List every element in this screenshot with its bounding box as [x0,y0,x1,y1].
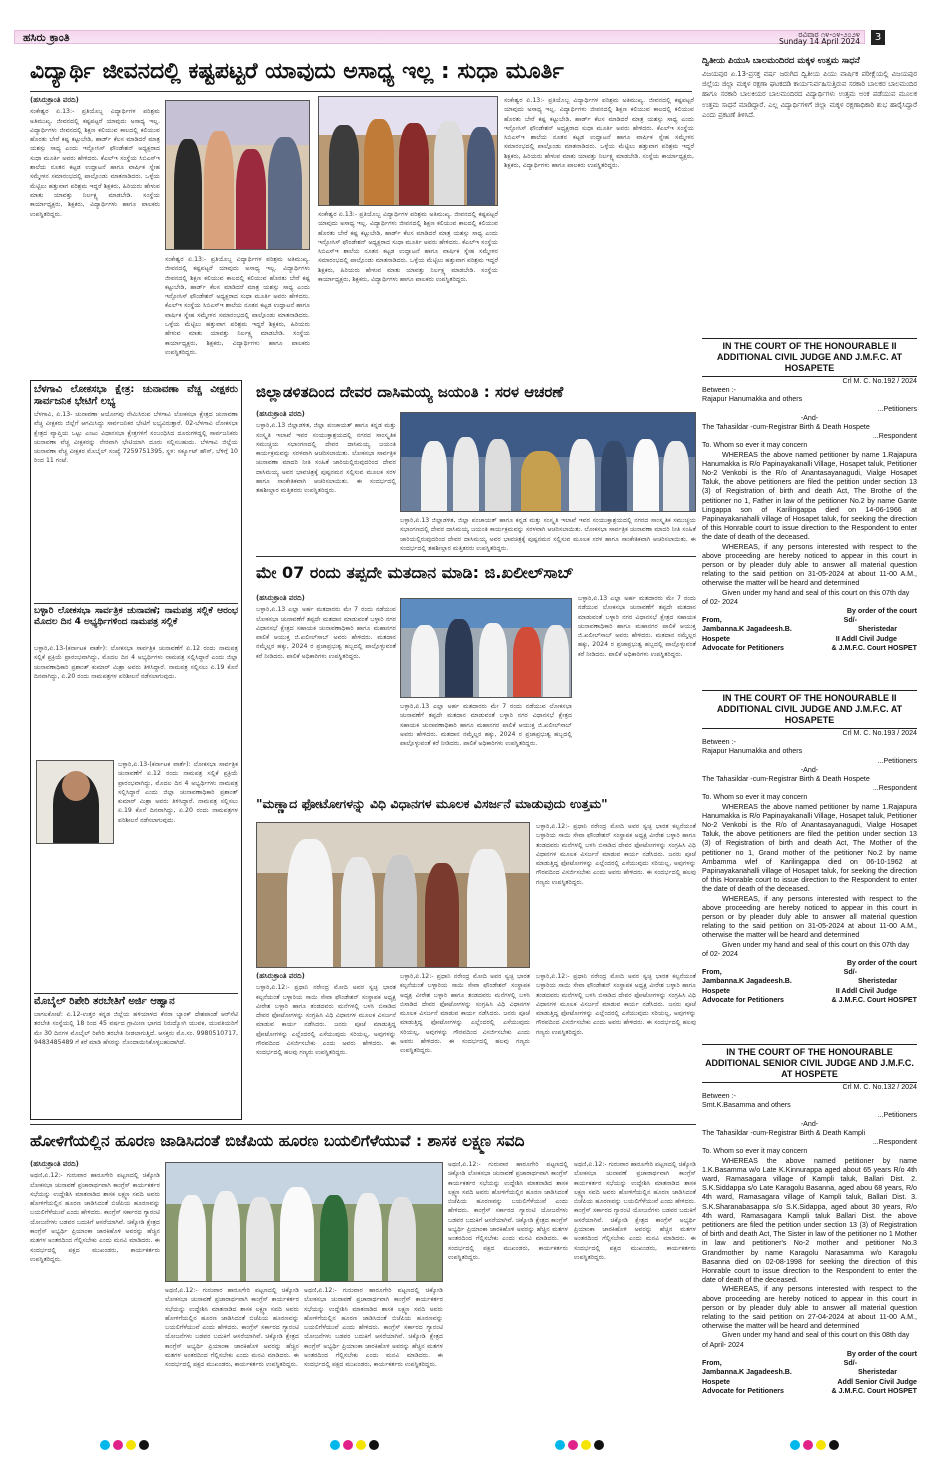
notice-resp-label: ...Respondent [872,432,917,441]
notice-court: IN THE COURT OF THE HONOURABLE ADDITIONAL SENIOR CIVIL JUDGE AND J.M.F.C. AT HOSPETE [702,1044,917,1083]
top-story-text-cont: ಸಂಕೇಶ್ವರ ಏ.13:- ಪ್ರತಿಯೊಬ್ಬ ವಿದ್ಯಾರ್ಥಿಗಳ ಪರಿಶ್ರಮ ಅತಿಮುಖ್ಯ. ಜೀವನದಲ್ಲಿ ಕಷ್ಟಪಟ್ಟರೆ ಯಾವುದು ಅಸಾಧ್ಯ ಇಲ್ಲ. ವಿದ್ಯಾರ್ಥಿಗಳು ಜೀವನದಲ್ಲಿ ಶಿಕ್ಷಣ ಕಲಿಯುವ ಕಾಲದಲ್ಲಿ ಕಲಿಯುವ ಹೊರತು ಬೇರೆ ಕಷ್ಟ ಕಟ್ಟುಬೇಡಿ, ಹಾರ್ಡ್ ಕೆಲಸ ಮಾಡಿದರೆ ಮಾತ್ರ ಯಶಸ್ಸು ಸಾಧ್ಯ ಎಂದು ಇನ್ಫೋಸಿಸ್ ಫೌಂಡೇಶನ್ ಅಧ್ಯಕ್ಷರಾದ ಸುಧಾ ಮೂರ್ತಿ ಅವರು ಹೇಳಿದರು. ಕೆಎಲ್‌ಇ ಸಂಸ್ಥೆಯ ಸಿಬಿಎಸ್‌ಇ ಶಾಲೆಯ ನೂತನ ಕಟ್ಟಡ ಉದ್ಘಾಟನೆ ಹಾಗೂ ವಾರ್ಷಿಕ ಸ್ನೇಹ ಸಮ್ಮೇಳನ ಸಮಾರಂಭದಲ್ಲಿ ಪಾಲ್ಗೊಂಡು ಮಾತನಾಡಿದರು. ಒಳ್ಳೆಯ ಮೆಟ್ಟಿಲು ಹತ್ತುವಾಗ ಪರಿಶ್ರಮ ಇದ್ದರೆ ಶಿಕ್ಷಕರು, ಹಿರಿಯರು ಹೇಳುವ ಮಾತು ಯಾವತ್ತು ನಿರ್ಲಕ್ಷ್ಯ ಮಾಡಬೇಡಿ. ಸಂಸ್ಥೆಯ ಕಾರ್ಯಾಧ್ಯಕ್ಷರು, ಶಿಕ್ಷಕರು, ವಿದ್ಯಾರ್ಥಿಗಳು ಹಾಗೂ ಪಾಲಕರು ಉಪಸ್ಥಿತರಿದ್ದರು. [165,256,310,356]
court-notice-3 [702,1044,917,1436]
notice-to: To. Whom so ever it may concern [702,1147,808,1156]
top-story-headline: ವಿದ್ಯಾರ್ಥಿ ಜೀವನದಲ್ಲಿ ಕಷ್ಟಪಟ್ಟರೆ ಯಾವುದು ಅಸಾಧ್ಯ ಇಲ್ಲ : ಸುಧಾ ಮೂರ್ತಿ [30,59,564,84]
yellow-dot [356,1440,366,1450]
idols-text: ಬಳ್ಳಾರಿ,ಏ.12:- ಪ್ರಧಾನಿ ನರೇಂದ್ರ ಮೋದಿ ಅವರ ಸ್ವಚ್ಛ ಭಾರತ ಕಲ್ಪನೆಯಂತೆ ಬಳ್ಳಾರಿಯ ಸಾಯಿ ಸೇವಾ ಫೌಂಡೇಶನ್ ಸಂಸ್ಥಾಪಕ ಅಧ್ಯಕ್ಷ ವೀರೇಶ ಬಳ್ಳಾರಿ ಹಾಗೂ ತಂಡದವರು ಮನೆಗಳಲ್ಲಿ ಬಳಸಿ ಬಿಸಾಡಿದ ದೇವರ ಫೋಟೋಗಳನ್ನು ಸಂಗ್ರಹಿಸಿ ವಿಧಿ ವಿಧಾನಗಳ ಮೂಲಕ ವಿಸರ್ಜನೆ ಮಾಡುವ ಕಾರ್ಯ ನಡೆಸಿದರು. ಜನರು ಪೂಜೆ ಮಾಡುತ್ತಿದ್ದ ಫೋಟೋಗಳನ್ನು ಎಲ್ಲೆಂದರಲ್ಲಿ ಎಸೆಯುವುದು ಸರಿಯಲ್ಲ, ಅವುಗಳನ್ನು ಗೌರವದಿಂದ ವಿಸರ್ಜಿಸಬೇಕು ಎಂದು ಅವರು ಹೇಳಿದರು. ಈ ಸಂದರ್ಭದಲ್ಲಿ ಹಲವು ಗಣ್ಯರು ಉಪಸ್ಥಿತರಿದ್ದರು. [256,984,396,1057]
idols-col2 [400,972,530,1120]
bottom-story-byline: (ಹಸಿರುಕ್ರಾಂತಿ ವರದಿ) [30,1160,79,1168]
notice-petitioner: Smt.K.Basamma and others [702,1101,791,1110]
belagavi-text: ಬೆಳಗಾವಿ, ಏ.13- ಚುನಾವಣಾ ಆಯೋಗವು ನೇಮಿಸಿರುವ ಬೆಳಗಾವಿ ಲೋಕಸಭಾ ಕ್ಷೇತ್ರದ ಚುನಾವಣಾ ವೆಚ್ಚ ವೀಕ್ಷಕರು ಜಿಲ್ಲೆಗೆ ಆಗಮಿಸಿದ್ದು ಸಾರ್ವಜನಿಕರ ಭೇಟಿಗೆ ಲಭ್ಯವಿರುತ್ತಾರೆ. 02-ಬೆಳಗಾವಿ ಲೋಕಸಭಾ ಕ್ಷೇತ್ರದ ವ್ಯಾಪ್ತಿಯ ಒಟ್ಟು ಎಂಟು ವಿಧಾನಸಭಾ ಕ್ಷೇತ್ರಗಳಿಗೆ ಸಂಬಂಧಿಸಿದ ದೂರುಗಳಿದ್ದಲ್ಲಿ ಸಾರ್ವಜನಿಕರು ಚುನಾವಣಾ ವೆಚ್ಚ ವೀಕ್ಷಕರನ್ನು ನೇರವಾಗಿ ಭೇಟಿಯಾಗಿ ದೂರು ಸಲ್ಲಿಸಬಹುದು. ಬೆಳಗಾವಿ ಜಿಲ್ಲೆಯ ಚುನಾವಣಾ ವೆಚ್ಚ ವೀಕ್ಷಕರ ಮೊಬೈಲ್ ಸಂಖ್ಯೆ 7259751395, ಸ್ಥಳ: ಸರ್ಕ್ಯೂಟ್ ಹೌಸ್, ಬೆಳಿಗ್ಗೆ 10 ರಿಂದ 11 ಗಂಟೆ. [34,411,238,465]
divider [30,91,692,92]
top-story-col1 [30,96,160,366]
notice-pet-label: ...Petitioners [877,756,917,765]
masthead-title: ಹಸಿರು ಕ್ರಾಂತಿ [23,31,70,44]
belagavi-headline: ಬೆಳಗಾವಿ ಲೋಕಸಭಾ ಕ್ಷೇತ್ರ: ಚುನಾವಣಾ ವೆಚ್ಚ ವೀಕ್ಷಕರು ಸಾರ್ವಜನಿಕ ಭೇಟಿಗೆ ಲಭ್ಯ [34,384,238,407]
bottom-story-text-cont2: ಅಥಣಿ,ಏ.12:- ಗುರುವಾರ ಹಾರೂಗೇರಿ ಪಟ್ಟಣದಲ್ಲಿ ಚಿಕ್ಕೋಡಿ ಲೋಕಸಭಾ ಚುನಾವಣೆ ಪ್ರಚಾರಾರ್ಥವಾಗಿ ಕಾಂಗ್ರೆಸ್ ಕಾರ್ಯಕರ್ತರ ಸಭೆಯನ್ನು ಉದ್ದೇಶಿಸಿ ಮಾತನಾಡಿದ ಶಾಸಕ ಲಕ್ಷ್ಮಣ ಸವದಿ ಅವರು ಹೋಳಿಗೆಯಲ್ಲಿನ ಹೂರಣ ಜಾಡಿಸಿದಂತೆ ಬಿಜೆಪಿಯ ಹೂರಣವನ್ನು ಬಯಲಿಗೆಳೆಯುವೆ ಎಂದು ಹೇಳಿದರು. ಕಾಂಗ್ರೆಸ್ ಸರ್ಕಾರದ ಗ್ಯಾರಂಟಿ ಯೋಜನೆಗಳು ಬಡವರ ಬದುಕಿಗೆ ಆಸರೆಯಾಗಿವೆ. ಚಿಕ್ಕೋಡಿ ಕ್ಷೇತ್ರದ ಕಾಂಗ್ರೆಸ್ ಅಭ್ಯರ್ಥಿ ಪ್ರಿಯಾಂಕಾ ಜಾರಕಿಹೊಳಿ ಅವರನ್ನು ಹೆಚ್ಚಿನ ಮತಗಳ ಅಂತರದಿಂದ ಗೆಲ್ಲಿಸಬೇಕು ಎಂದು ಮನವಿ ಮಾಡಿದರು. ಈ ಸಂದರ್ಭದಲ್ಲಿ ಪಕ್ಷದ ಮುಖಂಡರು, ಕಾರ್ಯಕರ್ತರು ಉಪಸ್ಥಿತರಿದ್ದರು. [304,1287,443,1369]
notice-given: Given under my hand and seal of this court on this 08th day of April- 2024 [702,1331,910,1349]
notice-court-label: & J.M.F.C. Court HOSPET [831,1386,917,1395]
cyan-dot [790,1440,800,1450]
yellow-dot [126,1440,136,1450]
notice-sd: Sd/- [843,616,857,625]
divider [34,993,238,994]
notice-case: Crl M. C. No.193 / 2024 [842,729,917,737]
notice-from: From, [702,968,722,977]
idols-col-right [536,822,696,968]
notice-whereas: WHEREAS, if any persons interested with respect to the above proceeding are hereby noticed to appear in this court in person or by pleader duly able to answer all material question relating to the said petition on 31-05-2024 at about 11-00 A.M., otherwise the matter will be heard and determined [702,894,917,940]
cyan-dot [100,1440,110,1450]
yellow-dot [816,1440,826,1450]
registration-dots-mid [330,1440,379,1450]
vote-col3 [578,594,696,786]
ballari-nomination-text [34,644,238,740]
top-story-text: ಸಂಕೇಶ್ವರ ಏ.13:- ಪ್ರತಿಯೊಬ್ಬ ವಿದ್ಯಾರ್ಥಿಗಳ ಪರಿಶ್ರಮ ಅತಿಮುಖ್ಯ. ಜೀವನದಲ್ಲಿ ಕಷ್ಟಪಟ್ಟರೆ ಯಾವುದು ಅಸಾಧ್ಯ ಇಲ್ಲ. ವಿದ್ಯಾರ್ಥಿಗಳು ಜೀವನದಲ್ಲಿ ಶಿಕ್ಷಣ ಕಲಿಯುವ ಕಾಲದಲ್ಲಿ ಕಲಿಯುವ ಹೊರತು ಬೇರೆ ಕಷ್ಟ ಕಟ್ಟುಬೇಡಿ, ಹಾರ್ಡ್ ಕೆಲಸ ಮಾಡಿದರೆ ಮಾತ್ರ ಯಶಸ್ಸು ಸಾಧ್ಯ ಎಂದು ಇನ್ಫೋಸಿಸ್ ಫೌಂಡೇಶನ್ ಅಧ್ಯಕ್ಷರಾದ ಸುಧಾ ಮೂರ್ತಿ ಅವರು ಹೇಳಿದರು. ಕೆಎಲ್‌ಇ ಸಂಸ್ಥೆಯ ಸಿಬಿಎಸ್‌ಇ ಶಾಲೆಯ ನೂತನ ಕಟ್ಟಡ ಉದ್ಘಾಟನೆ ಹಾಗೂ ವಾರ್ಷಿಕ ಸ್ನೇಹ ಸಮ್ಮೇಳನ ಸಮಾರಂಭದಲ್ಲಿ ಪಾಲ್ಗೊಂಡು ಮಾತನಾಡಿದರು. ಒಳ್ಳೆಯ ಮೆಟ್ಟಿಲು ಹತ್ತುವಾಗ ಪರಿಶ್ರಮ ಇದ್ದರೆ ಶಿಕ್ಷಕರು, ಹಿರಿಯರು ಹೇಳುವ ಮಾತು ಯಾವತ್ತು ನಿರ್ಲಕ್ಷ್ಯ ಮಾಡಬೇಡಿ. ಸಂಸ್ಥೆಯ ಕಾರ್ಯಾಧ್ಯಕ್ಷರು, ಶಿಕ್ಷಕರು, ವಿದ್ಯಾರ್ಥಿಗಳು ಹಾಗೂ ಪಾಲಕರು ಉಪಸ್ಥಿತರಿದ್ದರು. [30,108,160,218]
cyan-dot [330,1440,340,1450]
cyan-dot [555,1440,565,1450]
idols-col3 [536,972,696,1120]
notice-and: -And- [800,1119,819,1128]
notice-between: Between :- [702,1092,736,1101]
notice-resp-label: ...Respondent [872,784,917,793]
notice-adv-label: Advocate for Petitioners [702,995,784,1004]
side-story [702,56,917,334]
ballari-nomination-body-cont: ಬಳ್ಳಾರಿ,ಏ.13-(ಕರ್ನಾಟಕ ವಾರ್ತೆ): ಲೋಕಸಭಾ ಸಾರ್ವತ್ರಿಕ ಚುನಾವಣೆಗೆ ಏ.12 ರಂದು ನಾಮಪತ್ರ ಸಲ್ಲಿಕೆ ಪ್ರಕ್ರಿಯೆ ಪ್ರಾರಂಭವಾಗಿದ್ದು, ಮೊದಲ ದಿನ 4 ಅಭ್ಯರ್ಥಿಗಳು ನಾಮಪತ್ರ ಸಲ್ಲಿಸಿದ್ದಾರೆ ಎಂದು ಜಿಲ್ಲಾ ಚುನಾವಣಾಧಿಕಾರಿ ಪ್ರಶಾಂತ್ ಕುಮಾರ್ ಮಿಶ್ರಾ ಅವರು ತಿಳಿಸಿದ್ದಾರೆ. ನಾಮಪತ್ರ ಸಲ್ಲಿಸಲು ಏ.19 ಕೊನೆ ದಿನವಾಗಿದ್ದು, ಏ.20 ರಂದು ನಾಮಪತ್ರಗಳ ಪರಿಶೀಲನೆ ನಡೆಸಲಾಗುವುದು. [118,761,238,824]
bottom-story-col1 [30,1160,160,1432]
top-story-col2 [165,255,310,365]
notice-sd: Sd/- [843,968,857,977]
magenta-dot [803,1440,813,1450]
notice-judge: Addl Senior Civil Judge [837,1377,917,1386]
notice-pet-label: ...Petitioners [877,404,917,413]
court-notice-2 [702,690,917,1040]
mobile-repair-headline: ಮೊಬೈಲ್ ರಿಪೇರಿ ತರಬೇತಿಗೆ ಅರ್ಜಿ ಆಹ್ವಾನ [34,996,175,1007]
notice-body: WHEREAS the above named petitioner by name 1.Rajapura Hanumakka is R/o Papinayakanalli Village, Hosapet taluk, Petitioner No-2 Venkobi is the R/o of Anantasayanagudi, Vialge Hosapet Taluk, the above petitioners are filed the petition under section 13 (3) of Registration of birth and death Act, The Mother of the petitioner no 1, Grand mother of the petitioner No.2 by name Ambamma wlef of Karilingappa died on 06-10-1962 at Papinayakanahalli village of Hosapet taluk, for seeking the direction of this Honrable court to issue direction to the Respondent to enter the date of death of the deceased. [702,802,917,894]
top-story-col4 [504,96,694,366]
notice-given: Given under my hand and seal of this court on this 07th day of 02- 2024 [702,588,910,606]
jayanti-photo [400,412,696,512]
idols-headline: "ಮಣ್ಣಾದ ಫೋಟೋಗಳನ್ನು ವಿಧಿ ವಿಧಾನಗಳ ಮೂಲಕ ವಿಸರ್ಜನೆ ಮಾಡುವುದು ಉತ್ತಮ" [256,796,608,811]
jayanti-text-cont: ಬಳ್ಳಾರಿ,ಏ.13 ಜಿಲ್ಲಾಡಳಿತ, ಜಿಲ್ಲಾ ಪಂಚಾಯತ್ ಹಾಗೂ ಕನ್ನಡ ಮತ್ತು ಸಂಸ್ಕೃತಿ ಇಲಾಖೆ ಇವರ ಸಂಯುಕ್ತಾಶ್ರಯದಲ್ಲಿ ನಗರದ ಸಾಂಸ್ಕೃತಿಕ ಸಮುಚ್ಚಯ ಸಭಾಂಗಣದಲ್ಲಿ ದೇವರ ದಾಸಿಮಯ್ಯ ಜಯಂತಿ ಕಾರ್ಯಕ್ರಮವನ್ನು ಸರಳವಾಗಿ ಆಚರಿಸಲಾಯಿತು. ಲೋಕಸಭಾ ಸಾರ್ವತ್ರಿಕ ಚುನಾವಣಾ ಮಾದರಿ ನೀತಿ ಸಂಹಿತೆ ಜಾರಿಯಲ್ಲಿರುವುದರಿಂದ ದೇವರ ದಾಸಿಮಯ್ಯ ಅವರ ಭಾವಚಿತ್ರಕ್ಕೆ ಪುಷ್ಪನಮನ ಸಲ್ಲಿಸುವ ಮೂಲಕ ಸರಳ ಹಾಗೂ ಸಾಂಕೇತಿಕವಾಗಿ ಆಚರಿಸಲಾಯಿತು. ಈ ಸಂದರ್ಭದಲ್ಲಿ ತಹಶೀಲ್ದಾರ ಮತ್ತಿತರರು ಉಪಸ್ಥಿತರಿದ್ದರು. [400,517,696,552]
idols-text-cont: ಬಳ್ಳಾರಿ,ಏ.12:- ಪ್ರಧಾನಿ ನರೇಂದ್ರ ಮೋದಿ ಅವರ ಸ್ವಚ್ಛ ಭಾರತ ಕಲ್ಪನೆಯಂತೆ ಬಳ್ಳಾರಿಯ ಸಾಯಿ ಸೇವಾ ಫೌಂಡೇಶನ್ ಸಂಸ್ಥಾಪಕ ಅಧ್ಯಕ್ಷ ವೀರೇಶ ಬಳ್ಳಾರಿ ಹಾಗೂ ತಂಡದವರು ಮನೆಗಳಲ್ಲಿ ಬಳಸಿ ಬಿಸಾಡಿದ ದೇವರ ಫೋಟೋಗಳನ್ನು ಸಂಗ್ರಹಿಸಿ ವಿಧಿ ವಿಧಾನಗಳ ಮೂಲಕ ವಿಸರ್ಜನೆ ಮಾಡುವ ಕಾರ್ಯ ನಡೆಸಿದರು. ಜನರು ಪೂಜೆ ಮಾಡುತ್ತಿದ್ದ ಫೋಟೋಗಳನ್ನು ಎಲ್ಲೆಂದರಲ್ಲಿ ಎಸೆಯುವುದು ಸರಿಯಲ್ಲ, ಅವುಗಳನ್ನು ಗೌರವದಿಂದ ವಿಸರ್ಜಿಸಬೇಕು ಎಂದು ಅವರು ಹೇಳಿದರು. ಈ ಸಂದರ್ಭದಲ್ಲಿ ಹಲವು ಗಣ್ಯರು ಉಪಸ್ಥಿತರಿದ್ದರು. [400,973,530,1055]
side-story-headline: ದ್ವಿತೀಯ ಪಿಯುಸಿ ಬಾಲಮಂದಿರದ ಮಕ್ಕಳ ಉತ್ತಮ ಸಾಧನೆ [702,56,860,66]
idols-byline: (ಹಸಿರುಕ್ರಾಂತಿ ವರದಿ) [256,972,305,980]
notice-court-label: & J.M.F.C. Court HOSPET [831,995,917,1004]
notice-court-label: & J.M.F.C. Court HOSPET [831,643,917,652]
stage-photo [318,96,498,206]
idols-text-top: ಬಳ್ಳಾರಿ,ಏ.12:- ಪ್ರಧಾನಿ ನರೇಂದ್ರ ಮೋದಿ ಅವರ ಸ್ವಚ್ಛ ಭಾರತ ಕಲ್ಪನೆಯಂತೆ ಬಳ್ಳಾರಿಯ ಸಾಯಿ ಸೇವಾ ಫೌಂಡೇಶನ್ ಸಂಸ್ಥಾಪಕ ಅಧ್ಯಕ್ಷ ವೀರೇಶ ಬಳ್ಳಾರಿ ಹಾಗೂ ತಂಡದವರು ಮನೆಗಳಲ್ಲಿ ಬಳಸಿ ಬಿಸಾಡಿದ ದೇವರ ಫೋಟೋಗಳನ್ನು ಸಂಗ್ರಹಿಸಿ ವಿಧಿ ವಿಧಾನಗಳ ಮೂಲಕ ವಿಸರ್ಜನೆ ಮಾಡುವ ಕಾರ್ಯ ನಡೆಸಿದರು. ಜನರು ಪೂಜೆ ಮಾಡುತ್ತಿದ್ದ ಫೋಟೋಗಳನ್ನು ಎಲ್ಲೆಂದರಲ್ಲಿ ಎಸೆಯುವುದು ಸರಿಯಲ್ಲ, ಅವುಗಳನ್ನು ಗೌರವದಿಂದ ವಿಸರ್ಜಿಸಬೇಕು ಎಂದು ಅವರು ಹೇಳಿದರು. ಈ ಸಂದರ್ಭದಲ್ಲಿ ಹಲವು ಗಣ್ಯರು ಉಪಸ್ಥಿತರಿದ್ದರು. [536,823,696,886]
divider [34,603,238,604]
notice-advocate: Jambanna.K Jagadeesh.B. [702,1368,792,1377]
notice-and: -And- [800,765,819,774]
top-story-byline: (ಹಸಿರುಕ್ರಾಂತಿ ವರದಿ) [30,96,79,104]
magenta-dot [343,1440,353,1450]
notice-respondent: The Tahasildar -cum-Registrar Birth & Death Hospete [702,775,870,784]
notice-sheristedar: Sheristedar [857,977,897,986]
black-dot [139,1440,149,1450]
notice-given: Given under my hand and seal of this court on this 07th day of 02- 2024 [702,940,910,958]
notice-body: WHEREAS the above named petitioner by name 1.K.Basamma w/o Late K.Kinnurappa aged about 65 years R/o 4th ward, Ramasagara village of Kampli taluk, Ballari Dist. 2. S.K.Siddappa s/o Late Karagolu Basanna, aged abou 68 years, R/o 4th ward, Ramasagara village of Kampli taluk, Ballari Dist. 3. S.K.Sharanabasappa s/o S.K.Sidappa, aged about 30 years, R/o 4th ward, Ramasagara Kampli taluk Ballari Dist. the above petitioners are filed the petition under section 13 (3) of Registration of birth and death Act, The Sister in law of the petitioner no 1 Mother in law and petitioner's No-2 mother and petitioner No.3 Grandmother by name Karagolu Narasamma w/o Karagolu Basanna died on 02-08-1998 for seeking the direction of this Honrable court to issue direction to the Respondent to enter the date of death of the deceased. [702,1156,917,1285]
notice-respondent: The Tahasildar -cum-Registrar Birth & Death Hospete [702,423,870,432]
notice-advocate: Jambanna.K Jagadeesh.B. [702,977,792,986]
ballari-nomination-body: ಬಳ್ಳಾರಿ,ಏ.13-(ಕರ್ನಾಟಕ ವಾರ್ತೆ): ಲೋಕಸಭಾ ಸಾರ್ವತ್ರಿಕ ಚುನಾವಣೆಗೆ ಏ.12 ರಂದು ನಾಮಪತ್ರ ಸಲ್ಲಿಕೆ ಪ್ರಕ್ರಿಯೆ ಪ್ರಾರಂಭವಾಗಿದ್ದು, ಮೊದಲ ದಿನ 4 ಅಭ್ಯರ್ಥಿಗಳು ನಾಮಪತ್ರ ಸಲ್ಲಿಸಿದ್ದಾರೆ ಎಂದು ಜಿಲ್ಲಾ ಚುನಾವಣಾಧಿಕಾರಿ ಪ್ರಶಾಂತ್ ಕುಮಾರ್ ಮಿಶ್ರಾ ಅವರು ತಿಳಿಸಿದ್ದಾರೆ. ನಾಮಪತ್ರ ಸಲ್ಲಿಸಲು ಏ.19 ಕೊನೆ ದಿನವಾಗಿದ್ದು, ಏ.20 ರಂದು ನಾಮಪತ್ರಗಳ ಪರಿಶೀಲನೆ ನಡೆಸಲಾಗುವುದು. [34,645,238,680]
jayanti-col2 [400,516,696,552]
notice-judge: II Addl Civil Judge [835,986,897,995]
ballari-nomination-cont [118,760,238,970]
vote-photo [400,598,572,698]
bottom-story-headline: ಹೋಳಿಗೆಯಲ್ಲಿನ ಹೂರಣ ಜಾಡಿಸಿದಂತೆ ಬಿಜೆಪಿಯ ಹೂರಣ ಬಯಲಿಗೆಳೆಯುವೆ : ಶಾಸಕ ಲಕ್ಷ್ಮಣ ಸವದಿ [30,1132,525,1150]
notice-whereas: WHEREAS, if any persons interested with respect to the above proceeding are hereby noticed to appear in this court in person or by pleader duly able to answer all material question relating to the said petition on 31-05-2024 at about 11-00 A.M., otherwise the matter will be heard and determined [702,542,917,588]
official-portrait [36,760,114,844]
registration-dots-left [100,1440,149,1450]
vote-byline: (ಹಸಿರುಕ್ರಾಂತಿ ವರದಿ) [256,594,305,602]
top-story-text-cont2: ಸಂಕೇಶ್ವರ ಏ.13:- ಪ್ರತಿಯೊಬ್ಬ ವಿದ್ಯಾರ್ಥಿಗಳ ಪರಿಶ್ರಮ ಅತಿಮುಖ್ಯ. ಜೀವನದಲ್ಲಿ ಕಷ್ಟಪಟ್ಟರೆ ಯಾವುದು ಅಸಾಧ್ಯ ಇಲ್ಲ. ವಿದ್ಯಾರ್ಥಿಗಳು ಜೀವನದಲ್ಲಿ ಶಿಕ್ಷಣ ಕಲಿಯುವ ಕಾಲದಲ್ಲಿ ಕಲಿಯುವ ಹೊರತು ಬೇರೆ ಕಷ್ಟ ಕಟ್ಟುಬೇಡಿ, ಹಾರ್ಡ್ ಕೆಲಸ ಮಾಡಿದರೆ ಮಾತ್ರ ಯಶಸ್ಸು ಸಾಧ್ಯ ಎಂದು ಇನ್ಫೋಸಿಸ್ ಫೌಂಡೇಶನ್ ಅಧ್ಯಕ್ಷರಾದ ಸುಧಾ ಮೂರ್ತಿ ಅವರು ಹೇಳಿದರು. ಕೆಎಲ್‌ಇ ಸಂಸ್ಥೆಯ ಸಿಬಿಎಸ್‌ಇ ಶಾಲೆಯ ನೂತನ ಕಟ್ಟಡ ಉದ್ಘಾಟನೆ ಹಾಗೂ ವಾರ್ಷಿಕ ಸ್ನೇಹ ಸಮ್ಮೇಳನ ಸಮಾರಂಭದಲ್ಲಿ ಪಾಲ್ಗೊಂಡು ಮಾತನಾಡಿದರು. ಒಳ್ಳೆಯ ಮೆಟ್ಟಿಲು ಹತ್ತುವಾಗ ಪರಿಶ್ರಮ ಇದ್ದರೆ ಶಿಕ್ಷಕರು, ಹಿರಿಯರು ಹೇಳುವ ಮಾತು ಯಾವತ್ತು ನಿರ್ಲಕ್ಷ್ಯ ಮಾಡಬೇಡಿ. ಸಂಸ್ಥೆಯ ಕಾರ್ಯಾಧ್ಯಕ್ಷರು, ಶಿಕ್ಷಕರು, ವಿದ್ಯಾರ್ಥಿಗಳು ಹಾಗೂ ಪಾಲಕರು ಉಪಸ್ಥಿತರಿದ್ದರು. [318,211,498,284]
notice-advocate: Jambanna.K Jagadeesh.B. [702,625,792,634]
belagavi-story [34,384,238,600]
vote-text: ಬಳ್ಳಾರಿ,ಏ.13 ಎಲ್ಲಾ ಅರ್ಹ ಮತದಾರರು ಮೇ 7 ರಂದು ನಡೆಯುವ ಲೋಕಸಭಾ ಚುನಾವಣೆಗೆ ತಪ್ಪದೇ ಮತದಾನ ಮಾಡುವಂತೆ ಬಳ್ಳಾರಿ ನಗರ ವಿಧಾನಸಭೆ ಕ್ಷೇತ್ರದ ಸಹಾಯಕ ಚುನಾವಣಾಧಿಕಾರಿ ಹಾಗೂ ಮಹಾನಗರ ಪಾಲಿಕೆ ಆಯುಕ್ತ ಜಿ.ಖಲೀಲ್‌ಸಾಬ್ ಅವರು ಹೇಳಿದರು. ಮತದಾನ ನಮ್ಮೆಲ್ಲರ ಹಕ್ಕು, 2024 ರ ಪ್ರಜಾಪ್ರಭುತ್ವ ಹಬ್ಬದಲ್ಲಿ ಪಾಲ್ಗೊಳ್ಳುವಂತೆ ಕರೆ ನೀಡಿದರು. ಪಾಲಿಕೆ ಅಧಿಕಾರಿಗಳು ಉಪಸ್ಥಿತರಿದ್ದರು. [256,606,396,660]
idols-text-cont2: ಬಳ್ಳಾರಿ,ಏ.12:- ಪ್ರಧಾನಿ ನರೇಂದ್ರ ಮೋದಿ ಅವರ ಸ್ವಚ್ಛ ಭಾರತ ಕಲ್ಪನೆಯಂತೆ ಬಳ್ಳಾರಿಯ ಸಾಯಿ ಸೇವಾ ಫೌಂಡೇಶನ್ ಸಂಸ್ಥಾಪಕ ಅಧ್ಯಕ್ಷ ವೀರೇಶ ಬಳ್ಳಾರಿ ಹಾಗೂ ತಂಡದವರು ಮನೆಗಳಲ್ಲಿ ಬಳಸಿ ಬಿಸಾಡಿದ ದೇವರ ಫೋಟೋಗಳನ್ನು ಸಂಗ್ರಹಿಸಿ ವಿಧಿ ವಿಧಾನಗಳ ಮೂಲಕ ವಿಸರ್ಜನೆ ಮಾಡುವ ಕಾರ್ಯ ನಡೆಸಿದರು. ಜನರು ಪೂಜೆ ಮಾಡುತ್ತಿದ್ದ ಫೋಟೋಗಳನ್ನು ಎಲ್ಲೆಂದರಲ್ಲಿ ಎಸೆಯುವುದು ಸರಿಯಲ್ಲ, ಅವುಗಳನ್ನು ಗೌರವದಿಂದ ವಿಸರ್ಜಿಸಬೇಕು ಎಂದು ಅವರು ಹೇಳಿದರು. ಈ ಸಂದರ್ಭದಲ್ಲಿ ಹಲವು ಗಣ್ಯರು ಉಪಸ್ಥಿತರಿದ್ದರು. [536,973,696,1036]
black-dot [829,1440,839,1450]
bottom-story-text-cont4: ಅಥಣಿ,ಏ.12:- ಗುರುವಾರ ಹಾರೂಗೇರಿ ಪಟ್ಟಣದಲ್ಲಿ ಚಿಕ್ಕೋಡಿ ಲೋಕಸಭಾ ಚುನಾವಣೆ ಪ್ರಚಾರಾರ್ಥವಾಗಿ ಕಾಂಗ್ರೆಸ್ ಕಾರ್ಯಕರ್ತರ ಸಭೆಯನ್ನು ಉದ್ದೇಶಿಸಿ ಮಾತನಾಡಿದ ಶಾಸಕ ಲಕ್ಷ್ಮಣ ಸವದಿ ಅವರು ಹೋಳಿಗೆಯಲ್ಲಿನ ಹೂರಣ ಜಾಡಿಸಿದಂತೆ ಬಿಜೆಪಿಯ ಹೂರಣವನ್ನು ಬಯಲಿಗೆಳೆಯುವೆ ಎಂದು ಹೇಳಿದರು. ಕಾಂಗ್ರೆಸ್ ಸರ್ಕಾರದ ಗ್ಯಾರಂಟಿ ಯೋಜನೆಗಳು ಬಡವರ ಬದುಕಿಗೆ ಆಸರೆಯಾಗಿವೆ. ಚಿಕ್ಕೋಡಿ ಕ್ಷೇತ್ರದ ಕಾಂಗ್ರೆಸ್ ಅಭ್ಯರ್ಥಿ ಪ್ರಿಯಾಂಕಾ ಜಾರಕಿಹೊಳಿ ಅವರನ್ನು ಹೆಚ್ಚಿನ ಮತಗಳ ಅಂತರದಿಂದ ಗೆಲ್ಲಿಸಬೇಕು ಎಂದು ಮನವಿ ಮಾಡಿದರು. ಈ ಸಂದರ್ಭದಲ್ಲಿ ಪಕ್ಷದ ಮುಖಂಡರು, ಕಾರ್ಯಕರ್ತರು ಉಪಸ್ಥಿತರಿದ್ದರು. [574,1161,696,1261]
notice-order: By order of the court [846,607,917,616]
vote-headline: ಮೇ 07 ರಂದು ತಪ್ಪದೇ ಮತದಾನ ಮಾಡಿ: ಜಿ.ಖಲೀಲ್‌ಸಾಬ್ [256,563,574,582]
yellow-dot [581,1440,591,1450]
registration-dots-right [790,1440,839,1450]
jayanti-byline: (ಹಸಿರುಕ್ರಾಂತಿ ವರದಿ) [256,410,305,418]
jayanti-text: ಬಳ್ಳಾರಿ,ಏ.13 ಜಿಲ್ಲಾಡಳಿತ, ಜಿಲ್ಲಾ ಪಂಚಾಯತ್ ಹಾಗೂ ಕನ್ನಡ ಮತ್ತು ಸಂಸ್ಕೃತಿ ಇಲಾಖೆ ಇವರ ಸಂಯುಕ್ತಾಶ್ರಯದಲ್ಲಿ ನಗರದ ಸಾಂಸ್ಕೃತಿಕ ಸಮುಚ್ಚಯ ಸಭಾಂಗಣದಲ್ಲಿ ದೇವರ ದಾಸಿಮಯ್ಯ ಜಯಂತಿ ಕಾರ್ಯಕ್ರಮವನ್ನು ಸರಳವಾಗಿ ಆಚರಿಸಲಾಯಿತು. ಲೋಕಸಭಾ ಸಾರ್ವತ್ರಿಕ ಚುನಾವಣಾ ಮಾದರಿ ನೀತಿ ಸಂಹಿತೆ ಜಾರಿಯಲ್ಲಿರುವುದರಿಂದ ದೇವರ ದಾಸಿಮಯ್ಯ ಅವರ ಭಾವಚಿತ್ರಕ್ಕೆ ಪುಷ್ಪನಮನ ಸಲ್ಲಿಸುವ ಮೂಲಕ ಸರಳ ಹಾಗೂ ಸಾಂಕೇತಿಕವಾಗಿ ಆಚರಿಸಲಾಯಿತು. ಈ ಸಂದರ್ಭದಲ್ಲಿ ತಹಶೀಲ್ದಾರ ಮತ್ತಿತರರು ಉಪಸ್ಥಿತರಿದ್ದರು. [256,422,396,495]
notice-sd: Sd/- [843,1359,857,1368]
notice-respondent: The Tahasildar -cum-Registrar Birth & Death Kampli [702,1129,866,1138]
notice-and: -And- [800,413,819,422]
date-english: Sunday 14 April 2024 [779,37,860,46]
jayanti-col1 [256,410,396,552]
notice-case: Crl M. C. No.132 / 2024 [842,1083,917,1091]
idols-col1 [256,972,396,1120]
notice-to: To. Whom so ever it may concern [702,441,808,450]
mobile-repair-story [34,996,238,1116]
notice-order: By order of the court [846,1349,917,1358]
jayanti-headline: ಜಿಲ್ಲಾಡಳಿತದಿಂದ ದೇವರ ದಾಸಿಮಯ್ಯ ಜಯಂತಿ : ಸರಳ ಆಚರಣೆ [256,383,564,401]
notice-body: WHEREAS the above named petitioner by name 1.Rajapura Hanumakka is R/o Papinayakanalli Village, Hosapet taluk, Petitioner No-2 Venkobi is the R/o of Anantasayanagudi, Vialge Hosapet Taluk, the above petitioners are filed the petition under section 13 (3) of Registration of birth and death Act, The Brothe of the petitioner no 1, Father in law of the petitioner No.2 by name Gante Lingappa son of Karilingappa died on 14-06-1966 at Papinayakanahalli village of Hosapet taluk, for seeking the direction of this Honrable court to issue direction to the Respondent to enter the date of death of the deceased. [702,450,917,542]
notice-from: From, [702,1359,722,1368]
notice-sheristedar: Sheristedar [857,625,897,634]
vote-text-cont: ಬಳ್ಳಾರಿ,ಏ.13 ಎಲ್ಲಾ ಅರ್ಹ ಮತದಾರರು ಮೇ 7 ರಂದು ನಡೆಯುವ ಲೋಕಸಭಾ ಚುನಾವಣೆಗೆ ತಪ್ಪದೇ ಮತದಾನ ಮಾಡುವಂತೆ ಬಳ್ಳಾರಿ ನಗರ ವಿಧಾನಸಭೆ ಕ್ಷೇತ್ರದ ಸಹಾಯಕ ಚುನಾವಣಾಧಿಕಾರಿ ಹಾಗೂ ಮಹಾನಗರ ಪಾಲಿಕೆ ಆಯುಕ್ತ ಜಿ.ಖಲೀಲ್‌ಸಾಬ್ ಅವರು ಹೇಳಿದರು. ಮತದಾನ ನಮ್ಮೆಲ್ಲರ ಹಕ್ಕು, 2024 ರ ಪ್ರಜಾಪ್ರಭುತ್ವ ಹಬ್ಬದಲ್ಲಿ ಪಾಲ್ಗೊಳ್ಳುವಂತೆ ಕರೆ ನೀಡಿದರು. ಪಾಲಿಕೆ ಅಧಿಕಾರಿಗಳು ಉಪಸ್ಥಿತರಿದ್ದರು. [400,703,572,748]
notice-judge: II Addl Civil Judge [835,634,897,643]
notice-order: By order of the court [846,959,917,968]
side-story-text: ವಿಜಯಪುರ ಏ.13-ಪ್ರಸಕ್ತ ವರ್ಷ ಜರುಗಿದ ದ್ವಿತೀಯ ಪಿಯು ವಾರ್ಷಿಕ ಪರೀಕ್ಷೆಯಲ್ಲಿ ವಿಜಯಪುರ ಜಿಲ್ಲೆಯ ಜಿಲ್ಲಾ ಮಕ್ಕಳ ರಕ್ಷಣಾ ಘಟಕದಡಿ ಕಾರ್ಯನಿರ್ವಹಿಸುತ್ತಿರುವ ಸರಕಾರಿ ಬಾಲಕರ ಬಾಲಮಂದಿರ ಹಾಗೂ ಸರಕಾರಿ ಬಾಲಕಿಯರ ಬಾಲಮಂದಿರದ ವಿದ್ಯಾರ್ಥಿಗಳು ಉತ್ತಮ ಅಂಕ ಪಡೆಯುವ ಮೂಲಕ ಉತ್ತಮ ಸಾಧನೆ ಮಾಡಿದ್ದಾರೆ. ಎಲ್ಲ ವಿದ್ಯಾರ್ಥಿಗಳಿಗೆ ಜಿಲ್ಲಾ ಮಕ್ಕಳ ರಕ್ಷಣಾಧಿಕಾರಿ ಶುಭ ಹಾರೈಸಿದ್ದಾರೆ ಎಂದು ಪ್ರಕಟಣೆ ತಿಳಿಸಿದೆ. [702,70,917,119]
court-notice-1 [702,338,917,688]
black-dot [369,1440,379,1450]
notice-petitioner: Rajapur Hanumakka and others [702,747,803,756]
savadi-photo [165,1162,443,1282]
magenta-dot [113,1440,123,1450]
notice-petitioner: Rajapur Hanumakka and others [702,395,803,404]
idols-photo [256,822,530,968]
date-kannada: ರವಿವಾರ ೧೪-೦೪-೨೦೨೪ [798,30,860,39]
divider [256,556,696,557]
black-dot [594,1440,604,1450]
sudha-murthy-photo [165,100,310,250]
notice-adv-label: Advocate for Petitioners [702,1386,784,1395]
masthead-dates [779,31,860,45]
registration-dots-mid2 [555,1440,604,1450]
notice-court: IN THE COURT OF THE HONOURABLE II ADDITIONAL CIVIL JUDGE AND J.M.F.C. AT HOSAPETE [702,690,917,729]
notice-to: To. Whom so ever it may concern [702,793,808,802]
notice-resp-label: ...Respondent [872,1138,917,1147]
masthead-bar [14,30,865,44]
bottom-story-col2 [165,1286,299,1432]
magenta-dot [568,1440,578,1450]
divider [30,1124,696,1125]
notice-case: Crl M. C. No.192 / 2024 [842,377,917,385]
bottom-story-text: ಅಥಣಿ,ಏ.12:- ಗುರುವಾರ ಹಾರೂಗೇರಿ ಪಟ್ಟಣದಲ್ಲಿ ಚಿಕ್ಕೋಡಿ ಲೋಕಸಭಾ ಚುನಾವಣೆ ಪ್ರಚಾರಾರ್ಥವಾಗಿ ಕಾಂಗ್ರೆಸ್ ಕಾರ್ಯಕರ್ತರ ಸಭೆಯನ್ನು ಉದ್ದೇಶಿಸಿ ಮಾತನಾಡಿದ ಶಾಸಕ ಲಕ್ಷ್ಮಣ ಸವದಿ ಅವರು ಹೋಳಿಗೆಯಲ್ಲಿನ ಹೂರಣ ಜಾಡಿಸಿದಂತೆ ಬಿಜೆಪಿಯ ಹೂರಣವನ್ನು ಬಯಲಿಗೆಳೆಯುವೆ ಎಂದು ಹೇಳಿದರು. ಕಾಂಗ್ರೆಸ್ ಸರ್ಕಾರದ ಗ್ಯಾರಂಟಿ ಯೋಜನೆಗಳು ಬಡವರ ಬದುಕಿಗೆ ಆಸರೆಯಾಗಿವೆ. ಚಿಕ್ಕೋಡಿ ಕ್ಷೇತ್ರದ ಕಾಂಗ್ರೆಸ್ ಅಭ್ಯರ್ಥಿ ಪ್ರಿಯಾಂಕಾ ಜಾರಕಿಹೊಳಿ ಅವರನ್ನು ಹೆಚ್ಚಿನ ಮತಗಳ ಅಂತರದಿಂದ ಗೆಲ್ಲಿಸಬೇಕು ಎಂದು ಮನವಿ ಮಾಡಿದರು. ಈ ಸಂದರ್ಭದಲ್ಲಿ ಪಕ್ಷದ ಮುಖಂಡರು, ಕಾರ್ಯಕರ್ತರು ಉಪಸ್ಥಿತರಿದ್ದರು. [30,1172,160,1263]
bottom-story-text-cont: ಅಥಣಿ,ಏ.12:- ಗುರುವಾರ ಹಾರೂಗೇರಿ ಪಟ್ಟಣದಲ್ಲಿ ಚಿಕ್ಕೋಡಿ ಲೋಕಸಭಾ ಚುನಾವಣೆ ಪ್ರಚಾರಾರ್ಥವಾಗಿ ಕಾಂಗ್ರೆಸ್ ಕಾರ್ಯಕರ್ತರ ಸಭೆಯನ್ನು ಉದ್ದೇಶಿಸಿ ಮಾತನಾಡಿದ ಶಾಸಕ ಲಕ್ಷ್ಮಣ ಸವದಿ ಅವರು ಹೋಳಿಗೆಯಲ್ಲಿನ ಹೂರಣ ಜಾಡಿಸಿದಂತೆ ಬಿಜೆಪಿಯ ಹೂರಣವನ್ನು ಬಯಲಿಗೆಳೆಯುವೆ ಎಂದು ಹೇಳಿದರು. ಕಾಂಗ್ರೆಸ್ ಸರ್ಕಾರದ ಗ್ಯಾರಂಟಿ ಯೋಜನೆಗಳು ಬಡವರ ಬದುಕಿಗೆ ಆಸರೆಯಾಗಿವೆ. ಚಿಕ್ಕೋಡಿ ಕ್ಷೇತ್ರದ ಕಾಂಗ್ರೆಸ್ ಅಭ್ಯರ್ಥಿ ಪ್ರಿಯಾಂಕಾ ಜಾರಕಿಹೊಳಿ ಅವರನ್ನು ಹೆಚ್ಚಿನ ಮತಗಳ ಅಂತರದಿಂದ ಗೆಲ್ಲಿಸಬೇಕು ಎಂದು ಮನವಿ ಮಾಡಿದರು. ಈ ಸಂದರ್ಭದಲ್ಲಿ ಪಕ್ಷದ ಮುಖಂಡರು, ಕಾರ್ಯಕರ್ತರು ಉಪಸ್ಥಿತರಿದ್ದರು. [165,1287,299,1369]
notice-between: Between :- [702,738,736,747]
top-story-text-cont3: ಸಂಕೇಶ್ವರ ಏ.13:- ಪ್ರತಿಯೊಬ್ಬ ವಿದ್ಯಾರ್ಥಿಗಳ ಪರಿಶ್ರಮ ಅತಿಮುಖ್ಯ. ಜೀವನದಲ್ಲಿ ಕಷ್ಟಪಟ್ಟರೆ ಯಾವುದು ಅಸಾಧ್ಯ ಇಲ್ಲ. ವಿದ್ಯಾರ್ಥಿಗಳು ಜೀವನದಲ್ಲಿ ಶಿಕ್ಷಣ ಕಲಿಯುವ ಕಾಲದಲ್ಲಿ ಕಲಿಯುವ ಹೊರತು ಬೇರೆ ಕಷ್ಟ ಕಟ್ಟುಬೇಡಿ, ಹಾರ್ಡ್ ಕೆಲಸ ಮಾಡಿದರೆ ಮಾತ್ರ ಯಶಸ್ಸು ಸಾಧ್ಯ ಎಂದು ಇನ್ಫೋಸಿಸ್ ಫೌಂಡೇಶನ್ ಅಧ್ಯಕ್ಷರಾದ ಸುಧಾ ಮೂರ್ತಿ ಅವರು ಹೇಳಿದರು. ಕೆಎಲ್‌ಇ ಸಂಸ್ಥೆಯ ಸಿಬಿಎಸ್‌ಇ ಶಾಲೆಯ ನೂತನ ಕಟ್ಟಡ ಉದ್ಘಾಟನೆ ಹಾಗೂ ವಾರ್ಷಿಕ ಸ್ನೇಹ ಸಮ್ಮೇಳನ ಸಮಾರಂಭದಲ್ಲಿ ಪಾಲ್ಗೊಂಡು ಮಾತನಾಡಿದರು. ಒಳ್ಳೆಯ ಮೆಟ್ಟಿಲು ಹತ್ತುವಾಗ ಪರಿಶ್ರಮ ಇದ್ದರೆ ಶಿಕ್ಷಕರು, ಹಿರಿಯರು ಹೇಳುವ ಮಾತು ಯಾವತ್ತು ನಿರ್ಲಕ್ಷ್ಯ ಮಾಡಬೇಡಿ. ಸಂಸ್ಥೆಯ ಕಾರ್ಯಾಧ್ಯಕ್ಷರು, ಶಿಕ್ಷಕರು, ವಿದ್ಯಾರ್ಥಿಗಳು ಹಾಗೂ ಪಾಲಕರು ಉಪಸ್ಥಿತರಿದ್ದರು. [504,97,694,170]
notice-pet-label: ...Petitioners [877,1110,917,1119]
bottom-story-col4 [448,1160,568,1432]
vote-text-cont2: ಬಳ್ಳಾರಿ,ಏ.13 ಎಲ್ಲಾ ಅರ್ಹ ಮತದಾರರು ಮೇ 7 ರಂದು ನಡೆಯುವ ಲೋಕಸಭಾ ಚುನಾವಣೆಗೆ ತಪ್ಪದೇ ಮತದಾನ ಮಾಡುವಂತೆ ಬಳ್ಳಾರಿ ನಗರ ವಿಧಾನಸಭೆ ಕ್ಷೇತ್ರದ ಸಹಾಯಕ ಚುನಾವಣಾಧಿಕಾರಿ ಹಾಗೂ ಮಹಾನಗರ ಪಾಲಿಕೆ ಆಯುಕ್ತ ಜಿ.ಖಲೀಲ್‌ಸಾಬ್ ಅವರು ಹೇಳಿದರು. ಮತದಾನ ನಮ್ಮೆಲ್ಲರ ಹಕ್ಕು, 2024 ರ ಪ್ರಜಾಪ್ರಭುತ್ವ ಹಬ್ಬದಲ್ಲಿ ಪಾಲ್ಗೊಳ್ಳುವಂತೆ ಕರೆ ನೀಡಿದರು. ಪಾಲಿಕೆ ಅಧಿಕಾರಿಗಳು ಉಪಸ್ಥಿತರಿದ್ದರು. [578,595,696,658]
ballari-nomination-headline: ಬಳ್ಳಾರಿ ಲೋಕಸಭಾ ಸಾರ್ವತ್ರಿಕ ಚುನಾವಣೆ; ನಾಮಪತ್ರ ಸಲ್ಲಿಕೆ ಆರಂಭ ಮೊದಲ ದಿನ 4 ಅಭ್ಯರ್ಥಿಗಳಿಂದ ನಾಮಪತ್ರ ಸಲ್ಲಿಕೆ [34,606,238,627]
bottom-story-col5 [574,1160,696,1432]
bottom-story-col3 [304,1286,443,1432]
notice-adv-label: Advocate for Petitioners [702,643,784,652]
notice-court: IN THE COURT OF THE HONOURABLE II ADDITIONAL CIVIL JUDGE AND J.M.F.C. AT HOSAPETE [702,338,917,377]
vote-col2 [400,702,572,786]
notice-whereas: WHEREAS, if any persons interested with respect to the above proceeding are hereby noticed to appear in this court in person or by pleader duly able to answer all material question relating to the said petition on 27-04-2024 at about 11-00 A.M., otherwise the matter will be heard and determined [702,1285,917,1331]
mobile-repair-text: ಬಾಗಲಕೋಟೆ: ಏ.12-ಉತ್ತರ ಕನ್ನಡ ಜಿಲ್ಲೆಯ ಹಳಿಯಾಳದ ಕೆನರಾ ಬ್ಯಾಂಕ್ ದೇಶಪಾಂಡೆ ಆರ್‌ಸೆಟಿ ತರಬೇತಿ ಸಂಸ್ಥೆಯಲ್ಲಿ 18 ರಿಂದ 45 ವರ್ಷದ ಗ್ರಾಮೀಣ ಭಾಗದ ನಿರುದ್ಯೋಗಿ ಯುವಕ, ಯುವತಿಯರಿಗೆ ಮೇ 30 ದಿನಗಳ ಮೊಬೈಲ್ ರಿಪೇರಿ ತರಬೇತಿ ನೀಡಲಾಗುತ್ತಿದೆ. ಆಸಕ್ತರು ಮೊ.ಸಂ. 9980510717, 9483485489 ಗೆ ಕರೆ ಮಾಡಿ ಹೆಸರನ್ನು ನೊಂದಾಯಿಸಿಕೊಳ್ಳಬಹುದಾಗಿದೆ. [34,1011,238,1046]
bottom-story-text-cont3: ಅಥಣಿ,ಏ.12:- ಗುರುವಾರ ಹಾರೂಗೇರಿ ಪಟ್ಟಣದಲ್ಲಿ ಚಿಕ್ಕೋಡಿ ಲೋಕಸಭಾ ಚುನಾವಣೆ ಪ್ರಚಾರಾರ್ಥವಾಗಿ ಕಾಂಗ್ರೆಸ್ ಕಾರ್ಯಕರ್ತರ ಸಭೆಯನ್ನು ಉದ್ದೇಶಿಸಿ ಮಾತನಾಡಿದ ಶಾಸಕ ಲಕ್ಷ್ಮಣ ಸವದಿ ಅವರು ಹೋಳಿಗೆಯಲ್ಲಿನ ಹೂರಣ ಜಾಡಿಸಿದಂತೆ ಬಿಜೆಪಿಯ ಹೂರಣವನ್ನು ಬಯಲಿಗೆಳೆಯುವೆ ಎಂದು ಹೇಳಿದರು. ಕಾಂಗ್ರೆಸ್ ಸರ್ಕಾರದ ಗ್ಯಾರಂಟಿ ಯೋಜನೆಗಳು ಬಡವರ ಬದುಕಿಗೆ ಆಸರೆಯಾಗಿವೆ. ಚಿಕ್ಕೋಡಿ ಕ್ಷೇತ್ರದ ಕಾಂಗ್ರೆಸ್ ಅಭ್ಯರ್ಥಿ ಪ್ರಿಯಾಂಕಾ ಜಾರಕಿಹೊಳಿ ಅವರನ್ನು ಹೆಚ್ಚಿನ ಮತಗಳ ಅಂತರದಿಂದ ಗೆಲ್ಲಿಸಬೇಕು ಎಂದು ಮನವಿ ಮಾಡಿದರು. ಈ ಸಂದರ್ಭದಲ್ಲಿ ಪಕ್ಷದ ಮುಖಂಡರು, ಕಾರ್ಯಕರ್ತರು ಉಪಸ್ಥಿತರಿದ್ದರು. [448,1161,568,1261]
notice-sheristedar: Sheristedar [857,1368,897,1377]
vote-col1 [256,594,396,784]
notice-place: Hospete [702,634,730,643]
notice-place: Hospete [702,986,730,995]
top-story-col3 [318,210,498,365]
notice-between: Between :- [702,386,736,395]
notice-from: From, [702,616,722,625]
notice-place: Hospete [702,1377,730,1386]
page-number: 3 [871,30,885,45]
